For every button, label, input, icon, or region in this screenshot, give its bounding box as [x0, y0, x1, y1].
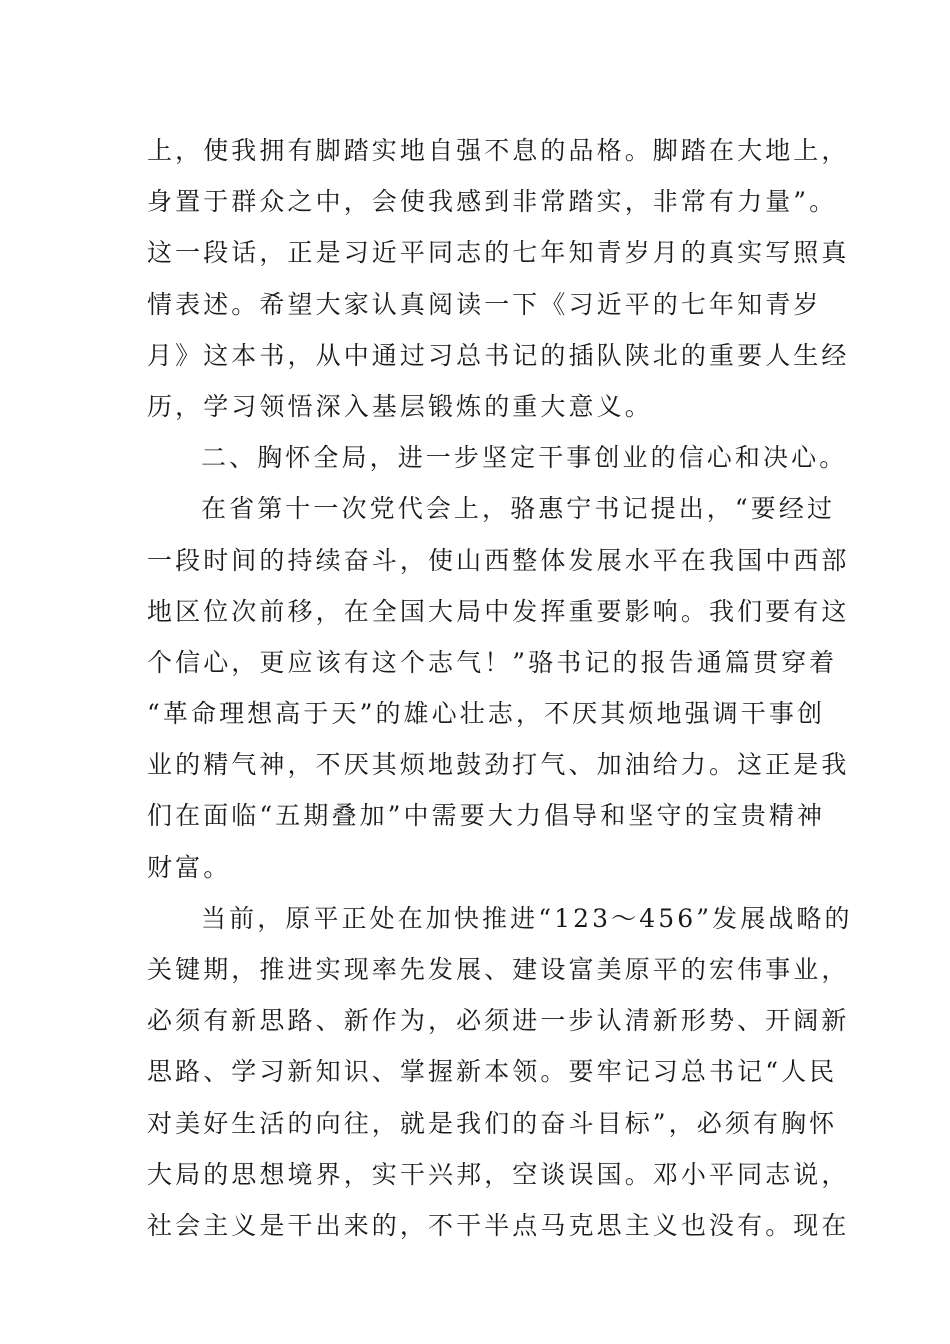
- text-line: 业的精气神，不厌其烦地鼓劲打气、加油给力。这正是我: [147, 750, 850, 780]
- text-line: 地区位次前移，在全国大局中发挥重要影响。我们要有这: [147, 596, 850, 626]
- text-line: 思路、学习新知识、掌握新本领。要牢记习总书记“人民: [147, 1057, 838, 1087]
- document-body: [147, 125, 853, 1251]
- text-line: 这一段话，正是习近平同志的七年知青岁月的真实写照真: [147, 238, 850, 268]
- text-line: 财富。: [147, 852, 232, 882]
- text-line: 上，使我拥有脚踏实地自强不息的品格。脚踏在大地上，: [147, 136, 850, 165]
- text-line: 社会主义是干出来的，不干半点马克思主义也没有。现在: [147, 1210, 850, 1240]
- text-line: 一段时间的持续奋斗，使山西整体发展水平在我国中西部: [147, 545, 850, 575]
- paragraph-start-line: 在省第十一次党代会上，骆惠宁书记提出，“要经过: [201, 494, 836, 524]
- text-line: 必须有新思路、新作为，必须进一步认清新形势、开阔新: [147, 1006, 850, 1036]
- section-heading: 二、胸怀全局，进一步坚定干事创业的信心和决心。: [201, 443, 848, 473]
- text-line: 关键期，推进实现率先发展、建设富美原平的宏伟事业，: [147, 955, 850, 984]
- text-line: “革命理想高于天”的雄心壮志，不厌其烦地强调干事创: [147, 699, 826, 729]
- text-line: 身置于群众之中，会使我感到非常踏实，非常有力量”。: [147, 187, 838, 217]
- text-line: 们在面临“五期叠加”中需要大力倡导和坚守的宝贵精神: [147, 801, 826, 831]
- paragraph-start-line: 当前，原平正处在加快推进“123～456”发展战略的: [201, 903, 853, 933]
- text-line: 历，学习领悟深入基层锻炼的重大意义。: [147, 391, 653, 421]
- text-line: 对美好生活的向往，就是我们的奋斗目标”，必须有胸怀: [147, 1108, 838, 1138]
- text-line: 个信心，更应该有这个志气！”骆书记的报告通篇贯穿着: [147, 647, 838, 677]
- text-line: 大局的思想境界，实干兴邦，空谈误国。邓小平同志说，: [147, 1159, 850, 1189]
- text-line: 情表述。希望大家认真阅读一下《习近平的七年知青岁: [147, 289, 822, 319]
- text-line: 月》这本书，从中通过习总书记的插队陕北的重要人生经: [147, 340, 850, 370]
